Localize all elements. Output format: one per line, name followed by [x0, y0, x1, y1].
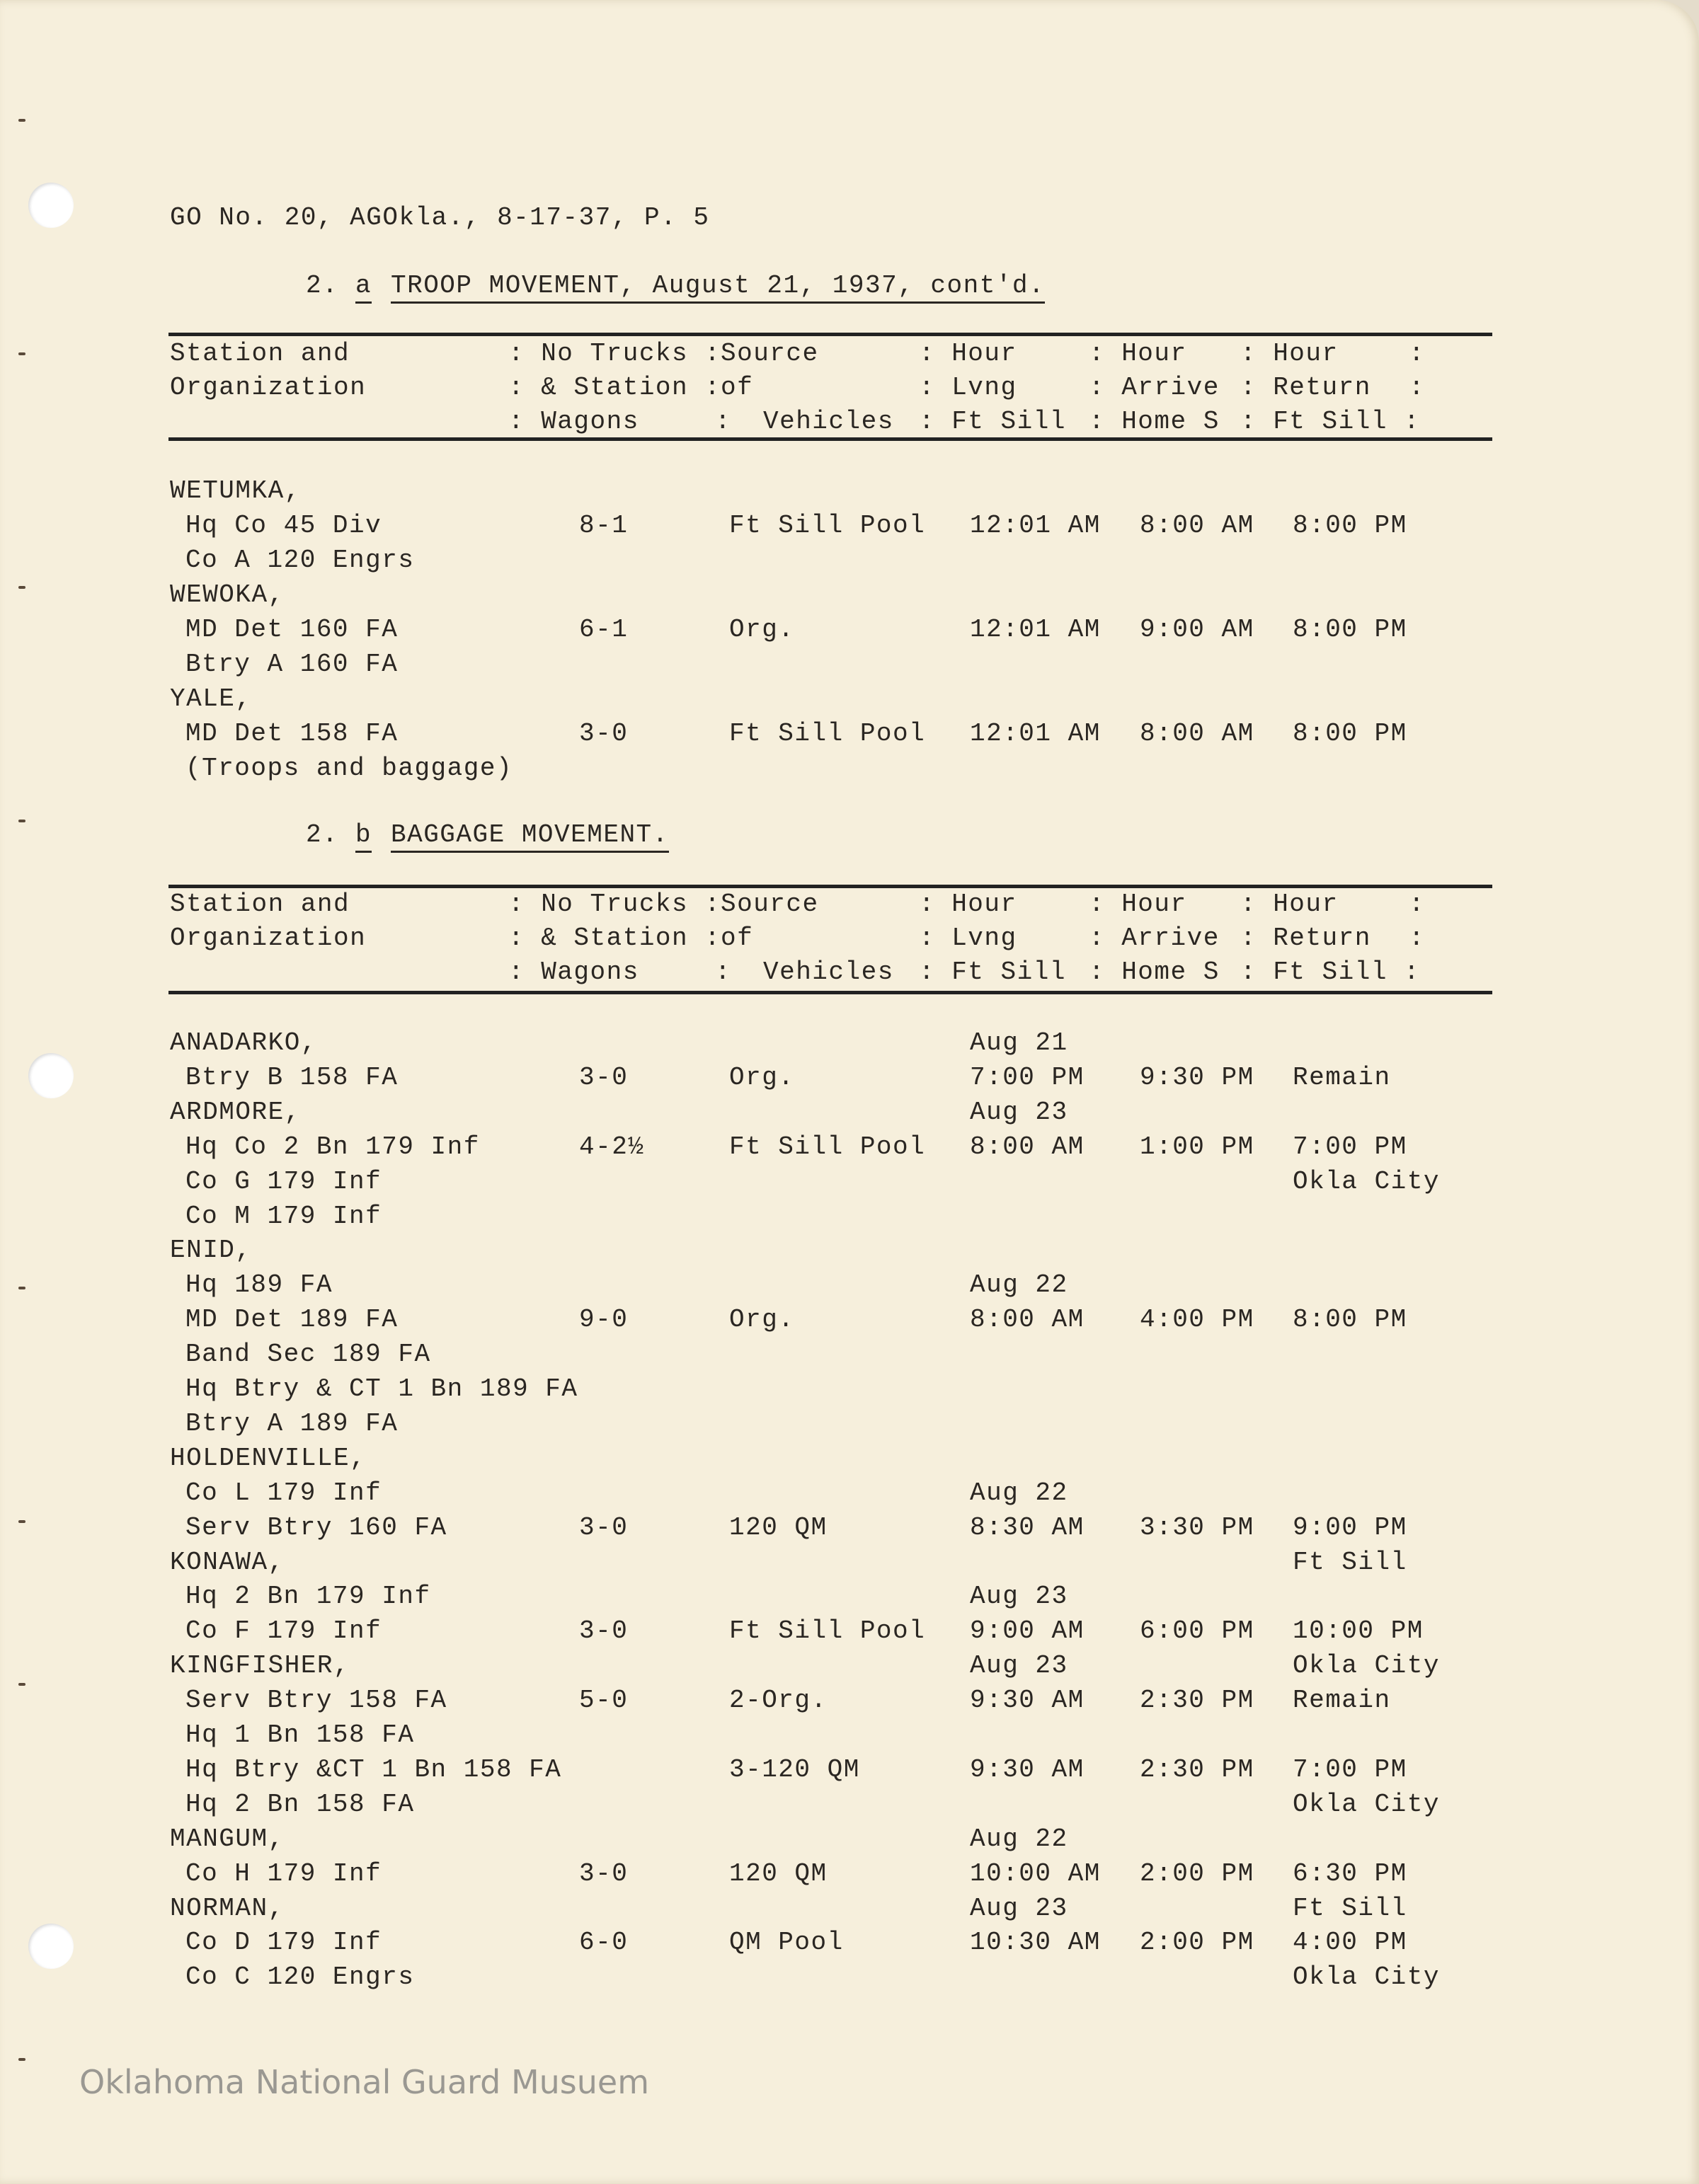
- header-cell: : Lvng: [919, 924, 1017, 953]
- organization: Hq 2 Bn 158 FA: [185, 1789, 415, 1819]
- station-name: ENID,: [170, 1236, 252, 1265]
- table-cell: Aug 23: [970, 1893, 1068, 1923]
- document-reference: GO No. 20, AGOkla., 8-17-37, P. 5: [170, 203, 710, 232]
- table-cell: Aug 22: [970, 1270, 1068, 1300]
- header-cell: : Hour: [919, 890, 1017, 919]
- table-cell: 8:00 PM: [1293, 511, 1407, 540]
- header-cell: : Arrive: [1089, 373, 1220, 402]
- section-letter: b: [355, 821, 372, 853]
- organization: Hq 1 Bn 158 FA: [185, 1720, 415, 1749]
- table-cell: 9:00 PM: [1293, 1512, 1407, 1542]
- header-cell: : Wagons: [508, 958, 639, 987]
- table-cell: 3-0: [579, 1616, 629, 1646]
- table-cell: 3-0: [579, 1062, 629, 1092]
- header-cell: : Return: [1240, 373, 1371, 402]
- header-cell: : Arrive: [1089, 924, 1220, 953]
- organization: Hq Co 45 Div: [185, 511, 382, 540]
- header-cell: of: [721, 373, 754, 402]
- station-name: HOLDENVILLE,: [170, 1443, 367, 1473]
- organization: Co L 179 Inf: [185, 1478, 382, 1507]
- header-cell: Vehicles: [763, 407, 894, 436]
- header-cell: :: [715, 958, 732, 987]
- station-name: ARDMORE,: [170, 1097, 301, 1127]
- table-cell: 6:00 PM: [1140, 1616, 1254, 1646]
- header-cell: : Lvng: [919, 373, 1017, 402]
- table-cell: 2:30 PM: [1140, 1754, 1254, 1784]
- table-cell: Aug 23: [970, 1097, 1068, 1127]
- station-name: MANGUM,: [170, 1824, 285, 1853]
- watermark: Oklahoma National Guard Musuem: [79, 2063, 650, 2101]
- station-name: WEWOKA,: [170, 580, 285, 609]
- table-cell: Org.: [729, 615, 795, 644]
- table-cell: 2:00 PM: [1140, 1858, 1254, 1888]
- table-cell: 10:30 AM: [970, 1928, 1101, 1958]
- organization: Hq Co 2 Bn 179 Inf: [185, 1132, 480, 1161]
- header-cell: :: [1409, 924, 1426, 953]
- station-name: NORMAN,: [170, 1893, 285, 1923]
- table-header-rule: [168, 437, 1492, 441]
- organization: Co F 179 Inf: [185, 1616, 382, 1646]
- punch-hole: [28, 1924, 74, 1969]
- table-cell: 120 QM: [729, 1512, 828, 1542]
- header-cell: : & Station :: [508, 924, 721, 953]
- punch-hole: [28, 183, 74, 228]
- table-cell: Aug 22: [970, 1824, 1068, 1853]
- organization: Co D 179 Inf: [185, 1928, 382, 1958]
- table-cell: 7:00 PM: [1293, 1132, 1407, 1161]
- edge-mark: [18, 119, 25, 122]
- table-cell: 2:30 PM: [1140, 1686, 1254, 1715]
- table-cell: 8:00 PM: [1293, 1305, 1407, 1335]
- header-cell: : Ft Sill :: [1240, 407, 1421, 436]
- table-cell: Remain: [1293, 1062, 1391, 1092]
- table-cell: 3:30 PM: [1140, 1512, 1254, 1542]
- section-number: 2.: [306, 820, 339, 849]
- header-cell: : Ft Sill: [919, 407, 1066, 436]
- organization: Btry A 189 FA: [185, 1408, 399, 1438]
- edge-mark: [18, 1520, 25, 1523]
- header-cell: Vehicles: [763, 958, 894, 987]
- header-cell: : Hour: [1089, 339, 1187, 368]
- organization: Band Sec 189 FA: [185, 1340, 431, 1369]
- table-cell: 6:30 PM: [1293, 1858, 1407, 1888]
- organization: Btry B 158 FA: [185, 1062, 399, 1092]
- organization: MD Det 158 FA: [185, 719, 399, 748]
- edge-mark: [18, 1683, 25, 1686]
- table-cell: Ft Sill: [1293, 1547, 1407, 1577]
- header-cell: Source: [721, 890, 819, 919]
- table-cell: Org.: [729, 1062, 795, 1092]
- section-title: BAGGAGE MOVEMENT.: [391, 821, 669, 853]
- header-cell: Station and: [170, 890, 350, 919]
- table-cell: Aug 22: [970, 1478, 1068, 1507]
- table-cell: 8:00 PM: [1293, 615, 1407, 644]
- table-cell: 3-120 QM: [729, 1754, 860, 1784]
- table-cell: Okla City: [1293, 1651, 1440, 1681]
- table-cell: 4-2½: [579, 1132, 645, 1161]
- section-number: 2.: [306, 271, 339, 300]
- organization: MD Det 160 FA: [185, 615, 399, 644]
- table-cell: Aug 23: [970, 1651, 1068, 1681]
- edge-mark: [18, 1287, 25, 1289]
- header-cell: : Hour: [1240, 890, 1339, 919]
- header-cell: :: [715, 407, 732, 436]
- header-cell: : Return: [1240, 924, 1371, 953]
- station-name: YALE,: [170, 684, 252, 713]
- header-cell: : Home S: [1089, 407, 1220, 436]
- table-cell: 6-0: [579, 1928, 629, 1958]
- header-cell: : Hour: [1089, 890, 1187, 919]
- table-cell: 8:30 AM: [970, 1512, 1085, 1542]
- table-cell: 120 QM: [729, 1858, 828, 1888]
- station-name: WETUMKA,: [170, 476, 301, 505]
- table-cell: 3-0: [579, 1512, 629, 1542]
- header-cell: :: [1409, 373, 1426, 402]
- table-cell: Okla City: [1293, 1166, 1440, 1196]
- table-cell: QM Pool: [729, 1928, 844, 1958]
- edge-mark: [18, 820, 25, 822]
- table-cell: 8-1: [579, 511, 629, 540]
- table-cell: 4:00 PM: [1140, 1305, 1254, 1335]
- station-name: ANADARKO,: [170, 1028, 317, 1057]
- organization: MD Det 189 FA: [185, 1305, 399, 1335]
- organization: Co H 179 Inf: [185, 1858, 382, 1888]
- table-cell: 2:00 PM: [1140, 1928, 1254, 1958]
- organization: Co A 120 Engrs: [185, 546, 415, 575]
- organization: Hq 189 FA: [185, 1270, 333, 1300]
- table-cell: Aug 23: [970, 1582, 1068, 1611]
- header-cell: : Home S: [1089, 958, 1220, 987]
- table-cell: 7:00 PM: [970, 1062, 1085, 1092]
- organization: Btry A 160 FA: [185, 650, 399, 679]
- table-cell: 10:00 AM: [970, 1858, 1101, 1888]
- organization: Co C 120 Engrs: [185, 1962, 415, 1992]
- edge-mark: [18, 2058, 25, 2061]
- table-cell: 2-Org.: [729, 1686, 828, 1715]
- table-cell: 9:00 AM: [970, 1616, 1085, 1646]
- table-cell: 10:00 PM: [1293, 1616, 1424, 1646]
- table-cell: 9:30 AM: [970, 1686, 1085, 1715]
- table-cell: Ft Sill Pool: [729, 511, 926, 540]
- organization: Hq Btry & CT 1 Bn 189 FA: [185, 1374, 578, 1403]
- organization: (Troops and baggage): [185, 754, 513, 783]
- header-cell: : Ft Sill: [919, 958, 1066, 987]
- header-cell: : No Trucks :: [508, 339, 721, 368]
- table-cell: 1:00 PM: [1140, 1132, 1254, 1161]
- header-cell: :: [1409, 890, 1426, 919]
- table-cell: Aug 21: [970, 1028, 1068, 1057]
- header-cell: : & Station :: [508, 373, 721, 402]
- table-cell: 7:00 PM: [1293, 1754, 1407, 1784]
- table-cell: Okla City: [1293, 1962, 1440, 1992]
- header-cell: : Ft Sill :: [1240, 958, 1421, 987]
- table-cell: 12:01 AM: [970, 511, 1101, 540]
- table-cell: 9:30 AM: [970, 1754, 1085, 1784]
- table-top-rule: [168, 333, 1492, 336]
- table-cell: 12:01 AM: [970, 719, 1101, 748]
- table-cell: Ft Sill Pool: [729, 719, 926, 748]
- organization: Hq Btry &CT 1 Bn 158 FA: [185, 1754, 562, 1784]
- header-cell: : Hour: [1240, 339, 1339, 368]
- section-title: TROOP MOVEMENT, August 21, 1937, cont'd.: [391, 272, 1045, 304]
- punch-hole: [28, 1053, 74, 1098]
- table-cell: 3-0: [579, 1858, 629, 1888]
- table-cell: 9:00 AM: [1140, 615, 1254, 644]
- table-cell: Ft Sill Pool: [729, 1616, 926, 1646]
- station-name: KINGFISHER,: [170, 1651, 350, 1681]
- header-cell: Organization: [170, 924, 367, 953]
- organization: Co G 179 Inf: [185, 1166, 382, 1196]
- section-letter: a: [355, 272, 372, 304]
- table-cell: 12:01 AM: [970, 615, 1101, 644]
- table-cell: Okla City: [1293, 1789, 1440, 1819]
- table-cell: Ft Sill: [1293, 1893, 1407, 1923]
- header-cell: of: [721, 924, 754, 953]
- header-cell: Source: [721, 339, 819, 368]
- edge-mark: [18, 586, 25, 589]
- table-cell: 4:00 PM: [1293, 1928, 1407, 1958]
- header-cell: Station and: [170, 339, 350, 368]
- organization: Serv Btry 160 FA: [185, 1512, 447, 1542]
- table-cell: 9-0: [579, 1305, 629, 1335]
- table-cell: Remain: [1293, 1686, 1391, 1715]
- table-cell: 8:00 PM: [1293, 719, 1407, 748]
- organization: Serv Btry 158 FA: [185, 1686, 447, 1715]
- table-top-rule: [168, 885, 1492, 888]
- table-cell: 6-1: [579, 615, 629, 644]
- table-cell: 8:00 AM: [1140, 719, 1254, 748]
- table-cell: 5-0: [579, 1686, 629, 1715]
- table-cell: Org.: [729, 1305, 795, 1335]
- table-header-rule: [168, 991, 1492, 994]
- header-cell: Organization: [170, 373, 367, 402]
- table-cell: 3-0: [579, 719, 629, 748]
- organization: Co M 179 Inf: [185, 1201, 382, 1231]
- header-cell: : Hour: [919, 339, 1017, 368]
- edge-mark: [18, 352, 25, 355]
- table-cell: 8:00 AM: [1140, 511, 1254, 540]
- header-cell: :: [1409, 339, 1426, 368]
- table-cell: 9:30 PM: [1140, 1062, 1254, 1092]
- organization: Hq 2 Bn 179 Inf: [185, 1582, 431, 1611]
- header-cell: : No Trucks :: [508, 890, 721, 919]
- table-cell: 8:00 AM: [970, 1132, 1085, 1161]
- table-cell: Ft Sill Pool: [729, 1132, 926, 1161]
- table-cell: 8:00 AM: [970, 1305, 1085, 1335]
- header-cell: : Wagons: [508, 407, 639, 436]
- station-name: KONAWA,: [170, 1547, 285, 1577]
